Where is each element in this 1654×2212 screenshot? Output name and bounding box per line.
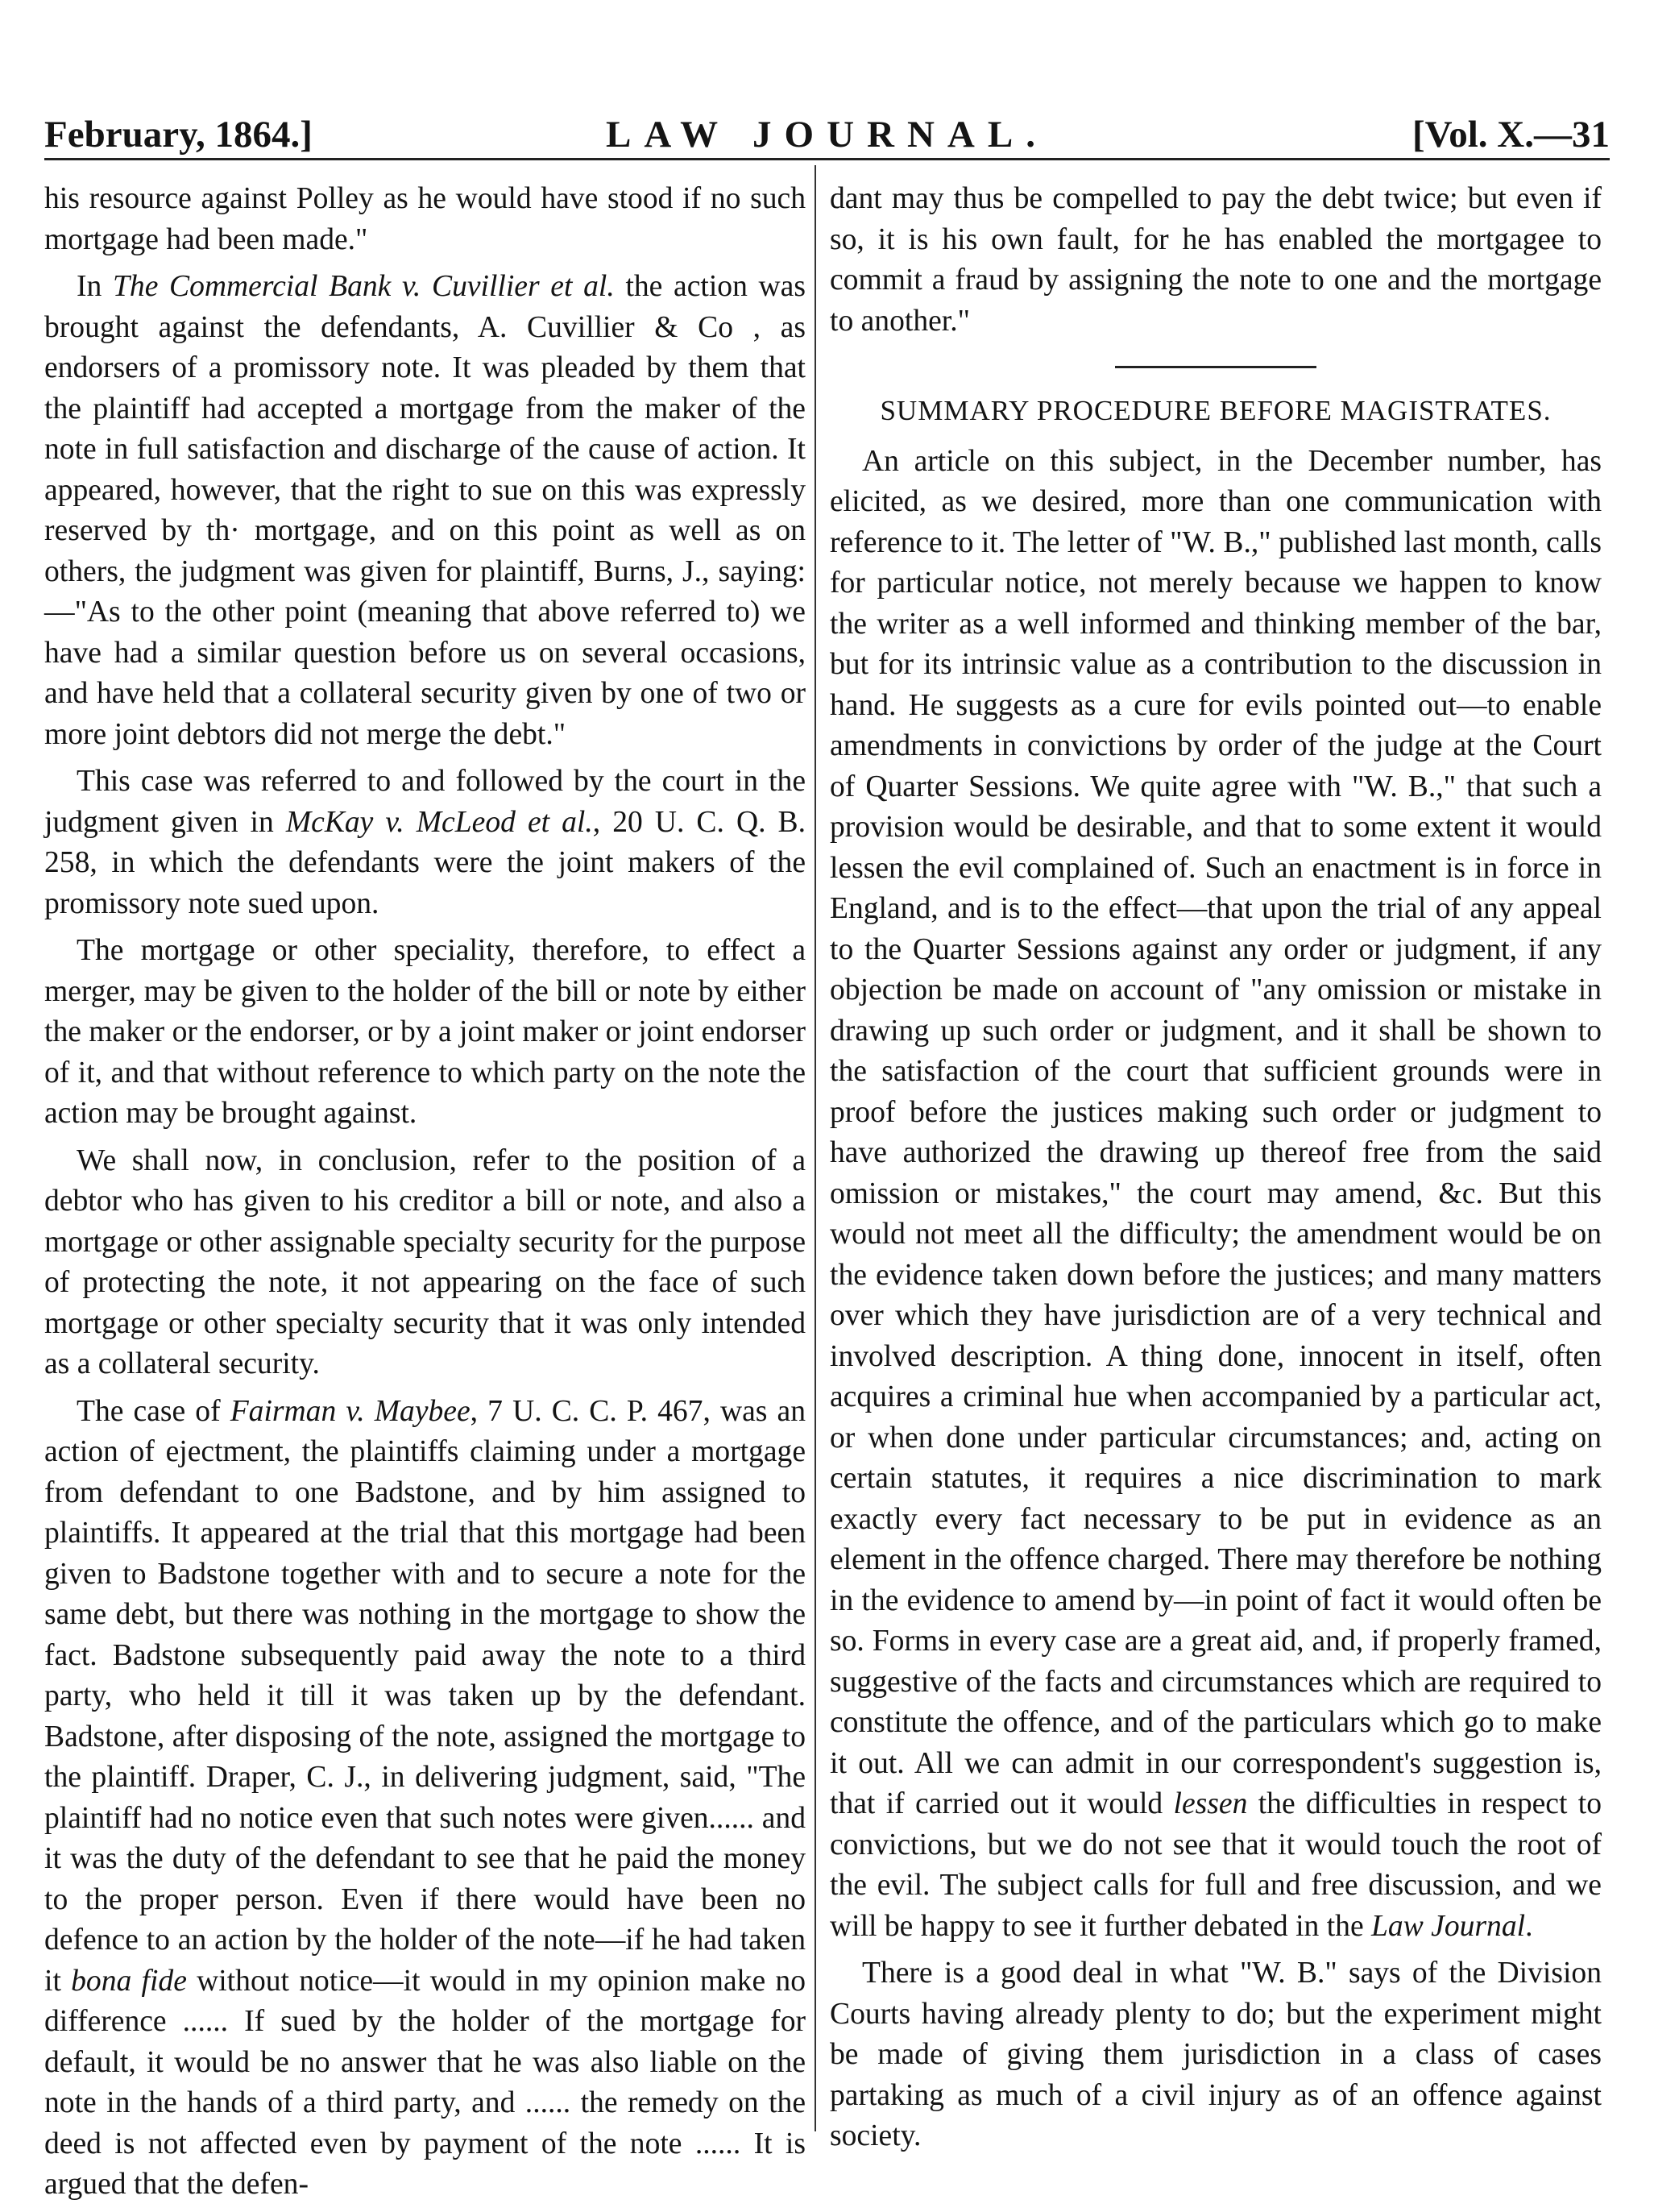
paragraph: dant may thus be compelled to pay the debt twice; but even if so, it is his own fault, for he has enabled the mortgagee to commit a fraud by assigning the note to one and the mortgage to another." bbox=[830, 182, 1602, 338]
volume-page: [Vol. X.—31 bbox=[1411, 114, 1610, 156]
paragraph: The mortgage or other speciality, therefore, to effect a merger, may be given to the holder of the bill or note by either the maker or the endorser, or by a joint maker or joint endorser of it, and that without reference to which party on the note the action may be brought against. bbox=[44, 934, 806, 1130]
column-divider bbox=[815, 165, 816, 2131]
paragraph: his resource against Polley as he would have stood if no such mortgage had been made." bbox=[44, 182, 806, 256]
section-heading: SUMMARY PROCEDURE BEFORE MAGISTRATES. bbox=[880, 395, 1552, 426]
header-rule bbox=[44, 158, 1610, 160]
left-column bbox=[44, 179, 806, 2212]
case-citation: McKay v. McLeod et al. bbox=[285, 805, 593, 839]
paragraph: In The Commercial Bank v. Cuvillier et al. the action was brought against the defendants, A. Cuvillier & Co , as endorsers of a promissory note. It was pleaded by them that the plaintiff had accepted a mortgage from the maker of the note in full satisfaction and discharge of the cause of action. It appeared, however, that the right to sue on this was expressly reserved by th· mortgage, and on this point as well as on others, the judgment was given for plaintiff, Burns, J., saying:—"As to the other point (meaning that above referred to) we have had a similar question before us on several occasions, and have held that a collateral security given by one of two or more joint debtors did not merge the debt." bbox=[44, 270, 806, 751]
paragraph: This case was referred to and followed by the court in the judgment given in McKay v. McLeod et al., 20 U. C. Q. B. 258, in which the defendants were the joint makers of the promissory note sued upon. bbox=[44, 765, 806, 920]
running-header bbox=[44, 81, 1610, 156]
paragraph: There is a good deal in what "W. B." says of the Division Courts having already plenty to do; but the experiment might be made of giving them jurisdiction in a class of cases partaking as much of a civil injury as of an offence against society. bbox=[830, 1957, 1602, 2152]
paragraph: We shall now, in conclusion, refer to the position of a debtor who has given to his creditor a bill or note, and also a mortgage or other assignable specialty security for the purpose of protecting the note, it not appearing on the face of such mortgage or other specialty security that it was only intended as a collateral security. bbox=[44, 1143, 806, 1380]
right-column bbox=[830, 179, 1602, 2164]
case-citation: The Commercial Bank v. Cuvillier et al. bbox=[113, 270, 615, 303]
paragraph: The case of Fairman v. Maybee, 7 U. C. C. P. 467, was an action of ejectment, the plaintiffs claiming under a mortgage from defendant to one Badstone, and by him assigned to plaintiffs. It appeared at the trial that this mortgage had been given to Badstone together with and to secure a note for the same debt, but there was nothing in the mortgage to show the fact. Badstone subsequently paid away the note to a third party, who held it till it was taken up by the defendant. Badstone, after disposing of the note, assigned the mortgage to the plaintiff. Draper, C. J., in delivering judgment, said, "The plaintiff had no notice even that such notes were given...... and it was the duty of the defendant to see that he paid the money to the proper person. Even if there would have been no defence to an action by the holder of the note—if he had taken it bona fide without notice—it would in my opinion make no difference ...... If sued by the holder of the mortgage for default, it would be no answer that he was also liable on the note in the hands of a third party, and ...... the remedy on the deed is not affected even by payment of the note ...... It is argued that the defen- bbox=[44, 1394, 806, 2201]
issue-date: February, 1864.] bbox=[44, 114, 313, 156]
section-rule bbox=[1115, 366, 1316, 368]
case-citation: Fairman v. Maybee bbox=[230, 1394, 470, 1428]
paragraph: An article on this subject, in the December number, has elicited, as we desired, more than one communication with reference to it. The letter of "W. B.," published last month, calls for particular notice, not merely because we happen to know the writer as a well informed and thinking member of the bar, but for its intrinsic value as a contribution to the discussion in hand. He suggests as a cure for evils pointed out—to enable amendments in convictions by order of the judge at the Court of Quarter Sessions. We quite agree with "W. B.," that such a provision would be desirable, and that to some extent it would lessen the evil complained of. Such an enactment is in force in England, and is to the effect—that upon the trial of any appeal to the Quarter Sessions against any order or judgment, if any objection be made on account of "any omission or mistake in drawing up such order or judgment, and it shall be shown to the satisfaction of the court that sufficient grounds were in proof before the justices making such order or judgment to have authorized the drawing up thereof free from the said omission or mistakes," the court may amend, &c. But this would not meet all the difficulty; the amendment would be on the evidence taken down before the justices; and many matters over which they have jurisdiction are of a very technical and involved description. A thing done, innocent in itself, often acquires a criminal hue when accompanied by a particular act, or when done under particular circumstances; and, acting on certain statutes, it requires a nice discrimination to mark exactly every fact necessary to be put in evidence as an element in the offence charged. There may therefore be nothing in the evidence to amend by—in point of fact it would often be so. Forms in every case are a great aid, and, if properly framed, suggestive of the facts and circumstances which are required to constitute the offence, and of the particulars which go to make it out. All we can admit in our correspondent's suggestion is, that if carried out it would lessen the difficulties in respect to convictions, but we do not see that it would touch the root of the evil. The subject calls for full and free discussion, and we will be happy to see it further debated in the Law Journal. bbox=[830, 444, 1602, 1943]
journal-title: LAW JOURNAL. bbox=[606, 114, 1048, 156]
